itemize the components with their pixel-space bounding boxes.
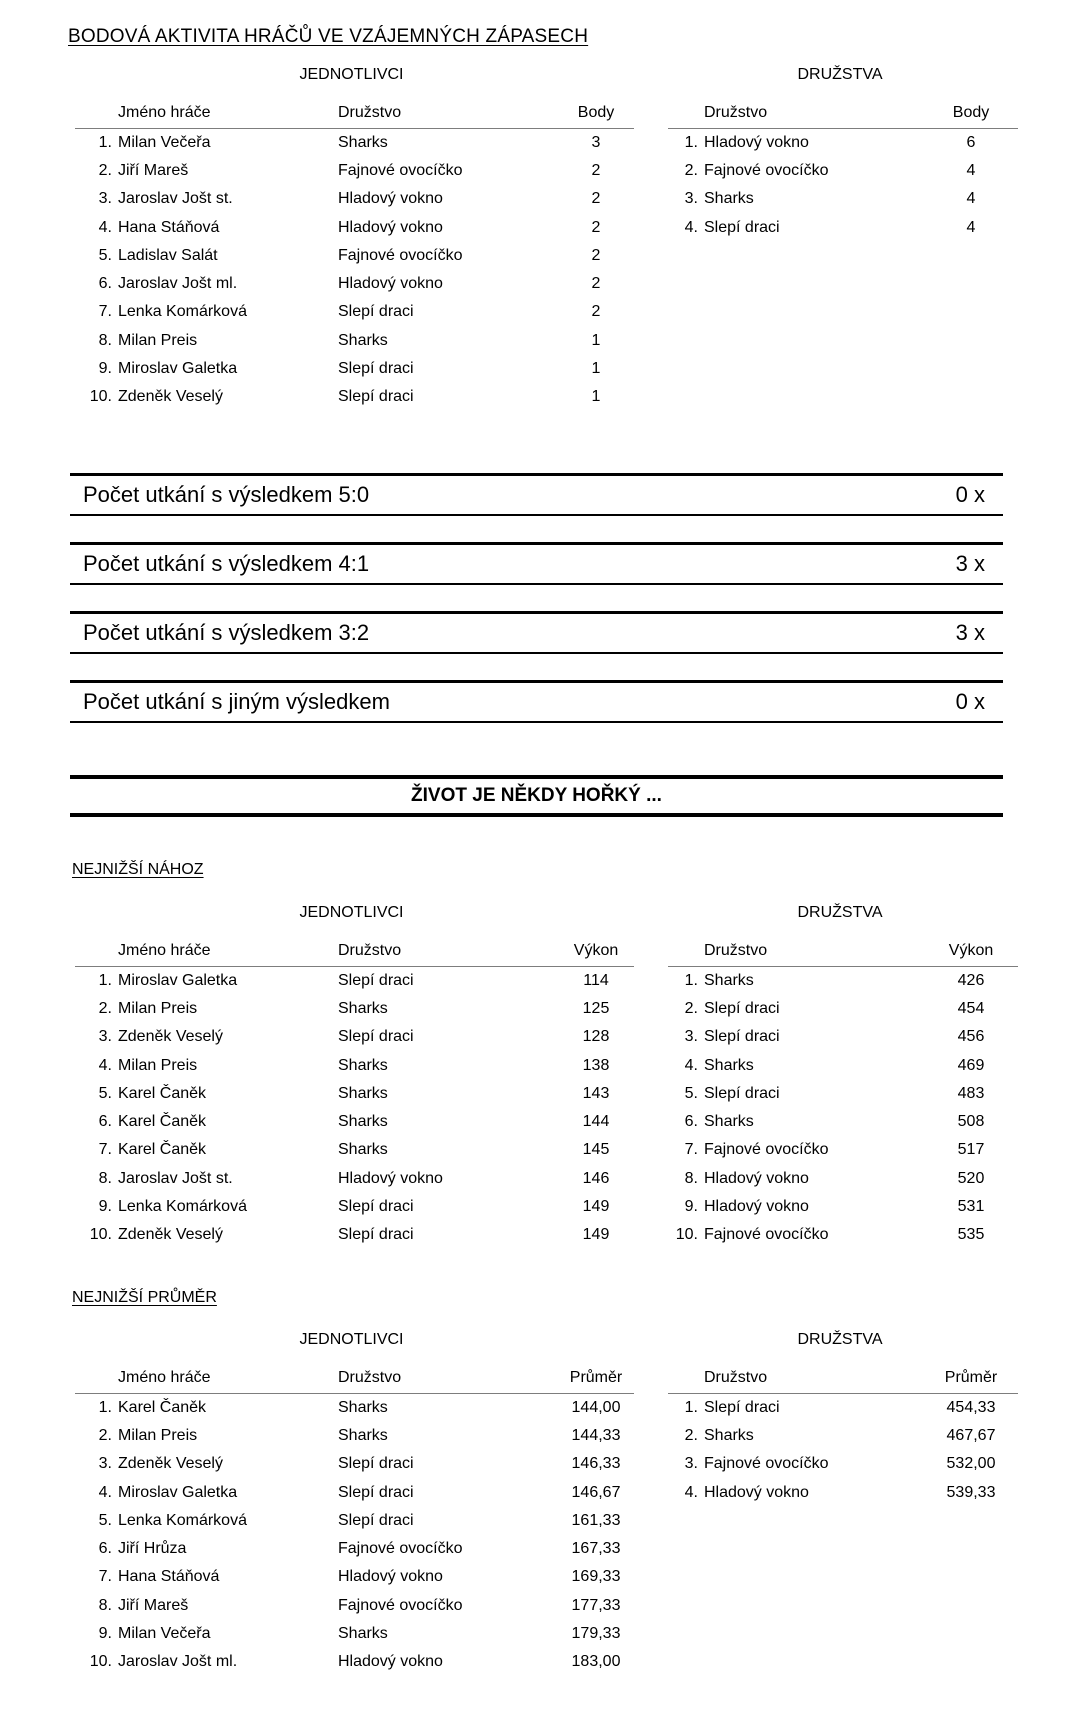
value-cell: 2: [591, 218, 601, 236]
value-cell: 535: [957, 1226, 985, 1244]
rank-cell: 5.: [98, 1511, 112, 1529]
match-count-banner-3-2: [70, 611, 1003, 654]
rank-cell: 7.: [98, 303, 112, 321]
table-row: [668, 1394, 1018, 1422]
value-cell: 469: [957, 1056, 985, 1074]
table-row: [75, 213, 634, 241]
table-row: [75, 1450, 634, 1478]
value-cell: 1: [591, 360, 601, 378]
value-cell: 483: [957, 1084, 985, 1102]
value-cell: 179,33: [571, 1625, 621, 1643]
rank-header: [75, 936, 118, 967]
rank-header: [75, 1363, 118, 1394]
value-cell: 167,33: [571, 1540, 621, 1558]
player-name-cell: Hana Stáňová: [118, 1568, 220, 1586]
team-cell: Fajnové ovocíčko: [704, 1141, 829, 1159]
team-cell: Slepí draci: [704, 1028, 780, 1046]
team-cell: Slepí draci: [704, 1084, 780, 1102]
player-name-cell: Karel Čaněk: [118, 1141, 207, 1159]
match-count-label: Počet utkání s výsledkem 4:1: [83, 551, 370, 576]
rank-header: [668, 936, 704, 967]
value-cell: 517: [957, 1141, 985, 1159]
teams-column: [668, 1331, 1012, 1507]
rank-cell: 1.: [684, 1398, 698, 1416]
value-cell: 532,00: [946, 1455, 996, 1473]
table-row: [75, 298, 634, 326]
table-row: [668, 1193, 1018, 1221]
value-cell: 2: [591, 246, 601, 264]
team-cell: Fajnové ovocíčko: [338, 1596, 463, 1614]
name-header: Jméno hráče: [118, 936, 338, 967]
rank-cell: 3.: [684, 1455, 698, 1473]
rank-cell: 8.: [684, 1169, 698, 1187]
rank-cell: 4.: [684, 1483, 698, 1501]
match-count-value: 0 x: [955, 482, 985, 507]
team-cell: Hladový vokno: [338, 218, 443, 236]
table-row: [75, 1023, 634, 1051]
value-cell: 161,33: [571, 1511, 621, 1529]
individuals-column: [75, 1331, 628, 1676]
table-row: [668, 1478, 1018, 1506]
rank-cell: 5.: [98, 1084, 112, 1102]
team-cell: Sharks: [338, 1426, 388, 1444]
team-cell: Sharks: [338, 1084, 388, 1102]
rank-cell: 4.: [684, 218, 698, 236]
player-name-cell: Miroslav Galetka: [118, 971, 238, 989]
player-name-cell: Jaroslav Jošt ml.: [118, 275, 238, 293]
table-row: [75, 129, 634, 157]
rank-cell: 2.: [98, 161, 112, 179]
value-cell: 114: [583, 971, 609, 989]
value-cell: 183,00: [571, 1653, 621, 1671]
table-row: [75, 383, 634, 411]
player-name-cell: Jaroslav Jošt st.: [118, 190, 233, 208]
name-header: Jméno hráče: [118, 1363, 338, 1394]
teams-heading: DRUŽSTVA: [797, 1331, 883, 1348]
value-header: Průměr: [558, 1363, 634, 1394]
table-row: [75, 1051, 634, 1079]
value-cell: 426: [957, 971, 985, 989]
team-cell: Fajnové ovocíčko: [704, 161, 829, 179]
team-cell: Hladový vokno: [338, 1169, 443, 1187]
table-row: [75, 185, 634, 213]
rank-cell: 1.: [98, 1398, 112, 1416]
team-cell: Fajnové ovocíčko: [338, 161, 463, 179]
team-cell: Hladový vokno: [704, 1169, 809, 1187]
teams-column: [668, 66, 1012, 242]
table-row: [668, 213, 1018, 241]
table-header-row: [668, 1363, 1018, 1394]
team-cell: Sharks: [704, 190, 754, 208]
player-name-cell: Milan Preis: [118, 331, 198, 349]
teams-heading: DRUŽSTVA: [797, 904, 883, 921]
divider-title: ŽIVOT JE NĚKDY HOŘKÝ ...: [411, 785, 662, 806]
team-cell: Slepí draci: [338, 360, 414, 378]
table-row: [75, 1394, 634, 1422]
team-cell: Slepí draci: [338, 1226, 414, 1244]
rank-cell: 2.: [684, 161, 698, 179]
rank-cell: 2.: [98, 1426, 112, 1444]
team-cell: Sharks: [338, 1625, 388, 1643]
value-cell: 539,33: [946, 1483, 996, 1501]
rank-cell: 4.: [98, 218, 112, 236]
table-row: [668, 1108, 1018, 1136]
team-header: Družstvo: [338, 936, 558, 967]
team-cell: Fajnové ovocíčko: [704, 1455, 829, 1473]
rank-cell: 5.: [684, 1084, 698, 1102]
rank-cell: 10.: [675, 1226, 698, 1244]
value-cell: 144,33: [571, 1426, 621, 1444]
player-name-cell: Miroslav Galetka: [118, 360, 238, 378]
match-count-value: 0 x: [955, 689, 985, 714]
team-header: Družstvo: [704, 1363, 924, 1394]
rank-cell: 7.: [98, 1568, 112, 1586]
table-row: [75, 157, 634, 185]
value-cell: 177,33: [571, 1596, 621, 1614]
value-cell: 128: [582, 1028, 610, 1046]
team-cell: Slepí draci: [338, 1198, 414, 1216]
team-cell: Slepí draci: [338, 1028, 414, 1046]
team-cell: Fajnové ovocíčko: [704, 1226, 829, 1244]
value-cell: 144,00: [571, 1398, 621, 1416]
rank-cell: 1.: [98, 133, 112, 151]
rank-cell: 6.: [98, 1540, 112, 1558]
player-name-cell: Miroslav Galetka: [118, 1483, 238, 1501]
player-name-cell: Jiří Mareš: [118, 1596, 189, 1614]
value-cell: 149: [582, 1226, 610, 1244]
table-row: [75, 1422, 634, 1450]
value-cell: 146,33: [571, 1455, 621, 1473]
player-name-cell: Hana Stáňová: [118, 218, 220, 236]
value-cell: 531: [957, 1198, 985, 1216]
team-cell: Sharks: [704, 971, 754, 989]
player-name-cell: Milan Preis: [118, 1426, 198, 1444]
value-header: Body: [558, 98, 634, 129]
lowest-game-teams-table: [668, 936, 1018, 1249]
rank-cell: 10.: [89, 388, 112, 406]
table-row: [668, 967, 1018, 995]
value-cell: 4: [966, 218, 976, 236]
lowest-game-heading: NEJNIŽŠÍ NÁHOZ: [72, 861, 204, 878]
team-header: Družstvo: [704, 936, 924, 967]
table-row: [668, 185, 1018, 213]
lowest-average-individuals-table: [75, 1363, 634, 1676]
lowest-game-individuals-table: [75, 936, 634, 1249]
table-row: [668, 129, 1018, 157]
player-name-cell: Jaroslav Jošt st.: [118, 1169, 233, 1187]
match-count-label: Počet utkání s jiným výsledkem: [83, 689, 390, 714]
table-row: [668, 1080, 1018, 1108]
value-cell: 456: [957, 1028, 985, 1046]
rank-cell: 6.: [684, 1113, 698, 1131]
team-cell: Sharks: [338, 1113, 388, 1131]
match-count-banner-other: [70, 680, 1003, 723]
team-cell: Slepí draci: [338, 971, 414, 989]
match-count-value: 3 x: [955, 620, 985, 645]
player-name-cell: Milan Preis: [118, 999, 198, 1017]
rank-cell: 1.: [98, 971, 112, 989]
player-name-cell: Zdeněk Veselý: [118, 1028, 223, 1046]
table-row: [668, 1450, 1018, 1478]
value-cell: 1: [591, 331, 601, 349]
team-cell: Sharks: [338, 1141, 388, 1159]
table-row: [75, 1563, 634, 1591]
table-row: [75, 1165, 634, 1193]
section-divider-banner: [70, 775, 1003, 817]
match-count-value: 3 x: [955, 551, 985, 576]
value-cell: 1: [591, 388, 601, 406]
table-row: [75, 995, 634, 1023]
value-cell: 6: [966, 133, 976, 151]
individuals-column: [75, 66, 628, 411]
rank-cell: 1.: [684, 971, 698, 989]
table-header-row: [668, 98, 1018, 129]
table-row: [668, 1165, 1018, 1193]
team-cell: Slepí draci: [338, 1511, 414, 1529]
teams-heading: DRUŽSTVA: [797, 66, 883, 83]
teams-column: [668, 904, 1012, 1249]
individuals-heading: JEDNOTLIVCI: [299, 1331, 404, 1348]
rank-cell: 7.: [98, 1141, 112, 1159]
value-cell: 4: [966, 190, 976, 208]
team-cell: Slepí draci: [704, 218, 780, 236]
value-cell: 508: [957, 1113, 985, 1131]
value-cell: 144: [582, 1113, 610, 1131]
rank-cell: 7.: [684, 1141, 698, 1159]
lowest-game-section: [75, 904, 1012, 1249]
table-row: [668, 1422, 1018, 1450]
player-name-cell: Milan Večeřa: [118, 1625, 211, 1643]
rank-cell: 8.: [98, 1169, 112, 1187]
team-header: Družstvo: [338, 98, 558, 129]
rank-cell: 4.: [684, 1056, 698, 1074]
rank-cell: 10.: [89, 1226, 112, 1244]
rank-cell: 6.: [98, 275, 112, 293]
rank-header: [668, 1363, 704, 1394]
value-cell: 454: [957, 999, 985, 1017]
rank-cell: 1.: [684, 133, 698, 151]
table-row: [75, 1535, 634, 1563]
rank-cell: 2.: [98, 999, 112, 1017]
table-header-row: [75, 936, 634, 967]
player-name-cell: Lenka Komárková: [118, 303, 247, 321]
individuals-heading: JEDNOTLIVCI: [299, 904, 404, 921]
rank-cell: 3.: [98, 1028, 112, 1046]
value-cell: 4: [966, 161, 976, 179]
table-row: [75, 242, 634, 270]
team-cell: Slepí draci: [704, 999, 780, 1017]
rank-cell: 9.: [98, 360, 112, 378]
table-row: [75, 1507, 634, 1535]
rank-cell: 3.: [684, 1028, 698, 1046]
points-activity-section: [75, 66, 1012, 411]
player-name-cell: Zdeněk Veselý: [118, 388, 223, 406]
table-row: [75, 327, 634, 355]
table-row: [75, 1221, 634, 1249]
table-row: [75, 1620, 634, 1648]
value-header: Výkon: [558, 936, 634, 967]
rank-cell: 2.: [684, 1426, 698, 1444]
lowest-average-heading: NEJNIŽŠÍ PRŮMĚR: [72, 1289, 217, 1306]
table-row: [75, 1478, 634, 1506]
rank-cell: 9.: [684, 1198, 698, 1216]
match-count-banner-5-0: [70, 473, 1003, 516]
value-cell: 146: [582, 1169, 610, 1187]
rank-cell: 5.: [98, 246, 112, 264]
value-cell: 125: [582, 999, 610, 1017]
rank-cell: 10.: [89, 1653, 112, 1671]
table-row: [75, 1648, 634, 1676]
value-cell: 145: [582, 1141, 610, 1159]
player-name-cell: Karel Čaněk: [118, 1084, 207, 1102]
rank-header: [75, 98, 118, 129]
rank-cell: 4.: [98, 1056, 112, 1074]
player-name-cell: Ladislav Salát: [118, 246, 218, 264]
match-count-label: Počet utkání s výsledkem 3:2: [83, 620, 370, 645]
player-name-cell: Milan Preis: [118, 1056, 198, 1074]
rank-cell: 3.: [684, 190, 698, 208]
team-cell: Sharks: [704, 1113, 754, 1131]
table-row: [668, 1023, 1018, 1051]
value-cell: 454,33: [946, 1398, 996, 1416]
team-cell: Fajnové ovocíčko: [338, 1540, 463, 1558]
rank-cell: 2.: [684, 999, 698, 1017]
lowest-average-teams-table: [668, 1363, 1018, 1507]
points-teams-table: [668, 98, 1018, 242]
rank-cell: 9.: [98, 1625, 112, 1643]
individuals-column: [75, 904, 628, 1249]
table-row: [75, 967, 634, 995]
table-row: [75, 270, 634, 298]
value-cell: 3: [591, 133, 601, 151]
value-cell: 520: [957, 1169, 985, 1187]
table-header-row: [668, 936, 1018, 967]
table-row: [668, 1136, 1018, 1164]
team-cell: Slepí draci: [338, 1455, 414, 1473]
table-row: [75, 1080, 634, 1108]
value-cell: 143: [582, 1084, 610, 1102]
rank-cell: 8.: [98, 1596, 112, 1614]
page-title: BODOVÁ AKTIVITA HRÁČŮ VE VZÁJEMNÝCH ZÁPASECH: [68, 26, 589, 47]
player-name-cell: Milan Večeřa: [118, 133, 211, 151]
team-cell: Sharks: [338, 1398, 388, 1416]
player-name-cell: Lenka Komárková: [118, 1198, 247, 1216]
value-header: Body: [924, 98, 1018, 129]
team-cell: Sharks: [338, 1056, 388, 1074]
player-name-cell: Jiří Hrůza: [118, 1540, 187, 1558]
value-cell: 169,33: [571, 1568, 621, 1586]
player-name-cell: Karel Čaněk: [118, 1398, 207, 1416]
team-cell: Hladový vokno: [704, 133, 809, 151]
team-cell: Hladový vokno: [338, 1568, 443, 1586]
team-cell: Sharks: [338, 999, 388, 1017]
team-cell: Hladový vokno: [338, 1653, 443, 1671]
table-row: [75, 1108, 634, 1136]
player-name-cell: Zdeněk Veselý: [118, 1226, 223, 1244]
team-cell: Slepí draci: [338, 1483, 414, 1501]
player-name-cell: Lenka Komárková: [118, 1511, 247, 1529]
table-row: [75, 1193, 634, 1221]
table-row: [668, 1221, 1018, 1249]
team-cell: Hladový vokno: [704, 1483, 809, 1501]
value-header: Průměr: [924, 1363, 1018, 1394]
table-header-row: [75, 1363, 634, 1394]
table-row: [668, 157, 1018, 185]
team-cell: Fajnové ovocíčko: [338, 246, 463, 264]
player-name-cell: Jaroslav Jošt ml.: [118, 1653, 238, 1671]
value-cell: 467,67: [946, 1426, 996, 1444]
value-cell: 2: [591, 161, 601, 179]
table-row: [668, 995, 1018, 1023]
team-cell: Slepí draci: [338, 388, 414, 406]
rank-header: [668, 98, 704, 129]
table-header-row: [75, 98, 634, 129]
value-cell: 2: [591, 303, 601, 321]
player-name-cell: Karel Čaněk: [118, 1113, 207, 1131]
team-header: Družstvo: [704, 98, 924, 129]
match-count-label: Počet utkání s výsledkem 5:0: [83, 482, 370, 507]
points-individuals-table: [75, 98, 634, 411]
table-row: [75, 1592, 634, 1620]
value-cell: 138: [582, 1056, 610, 1074]
rank-cell: 8.: [98, 331, 112, 349]
team-cell: Slepí draci: [704, 1398, 780, 1416]
rank-cell: 3.: [98, 1455, 112, 1473]
team-cell: Hladový vokno: [338, 275, 443, 293]
team-cell: Sharks: [338, 331, 388, 349]
rank-cell: 6.: [98, 1113, 112, 1131]
team-cell: Slepí draci: [338, 303, 414, 321]
rank-cell: 9.: [98, 1198, 112, 1216]
rank-cell: 3.: [98, 190, 112, 208]
team-header: Družstvo: [338, 1363, 558, 1394]
lowest-average-section: [75, 1331, 1012, 1676]
table-row: [75, 1136, 634, 1164]
name-header: Jméno hráče: [118, 98, 338, 129]
individuals-heading: JEDNOTLIVCI: [299, 66, 404, 83]
value-cell: 146,67: [571, 1483, 621, 1501]
team-cell: Hladový vokno: [338, 190, 443, 208]
player-name-cell: Jiří Mareš: [118, 161, 189, 179]
player-name-cell: Zdeněk Veselý: [118, 1455, 223, 1473]
value-cell: 2: [591, 275, 601, 293]
value-header: Výkon: [924, 936, 1018, 967]
team-cell: Sharks: [704, 1056, 754, 1074]
team-cell: Sharks: [338, 133, 388, 151]
team-cell: Hladový vokno: [704, 1198, 809, 1216]
match-count-banner-4-1: [70, 542, 1003, 585]
table-row: [668, 1051, 1018, 1079]
team-cell: Sharks: [704, 1426, 754, 1444]
rank-cell: 4.: [98, 1483, 112, 1501]
value-cell: 2: [591, 190, 601, 208]
table-row: [75, 355, 634, 383]
value-cell: 149: [582, 1198, 610, 1216]
